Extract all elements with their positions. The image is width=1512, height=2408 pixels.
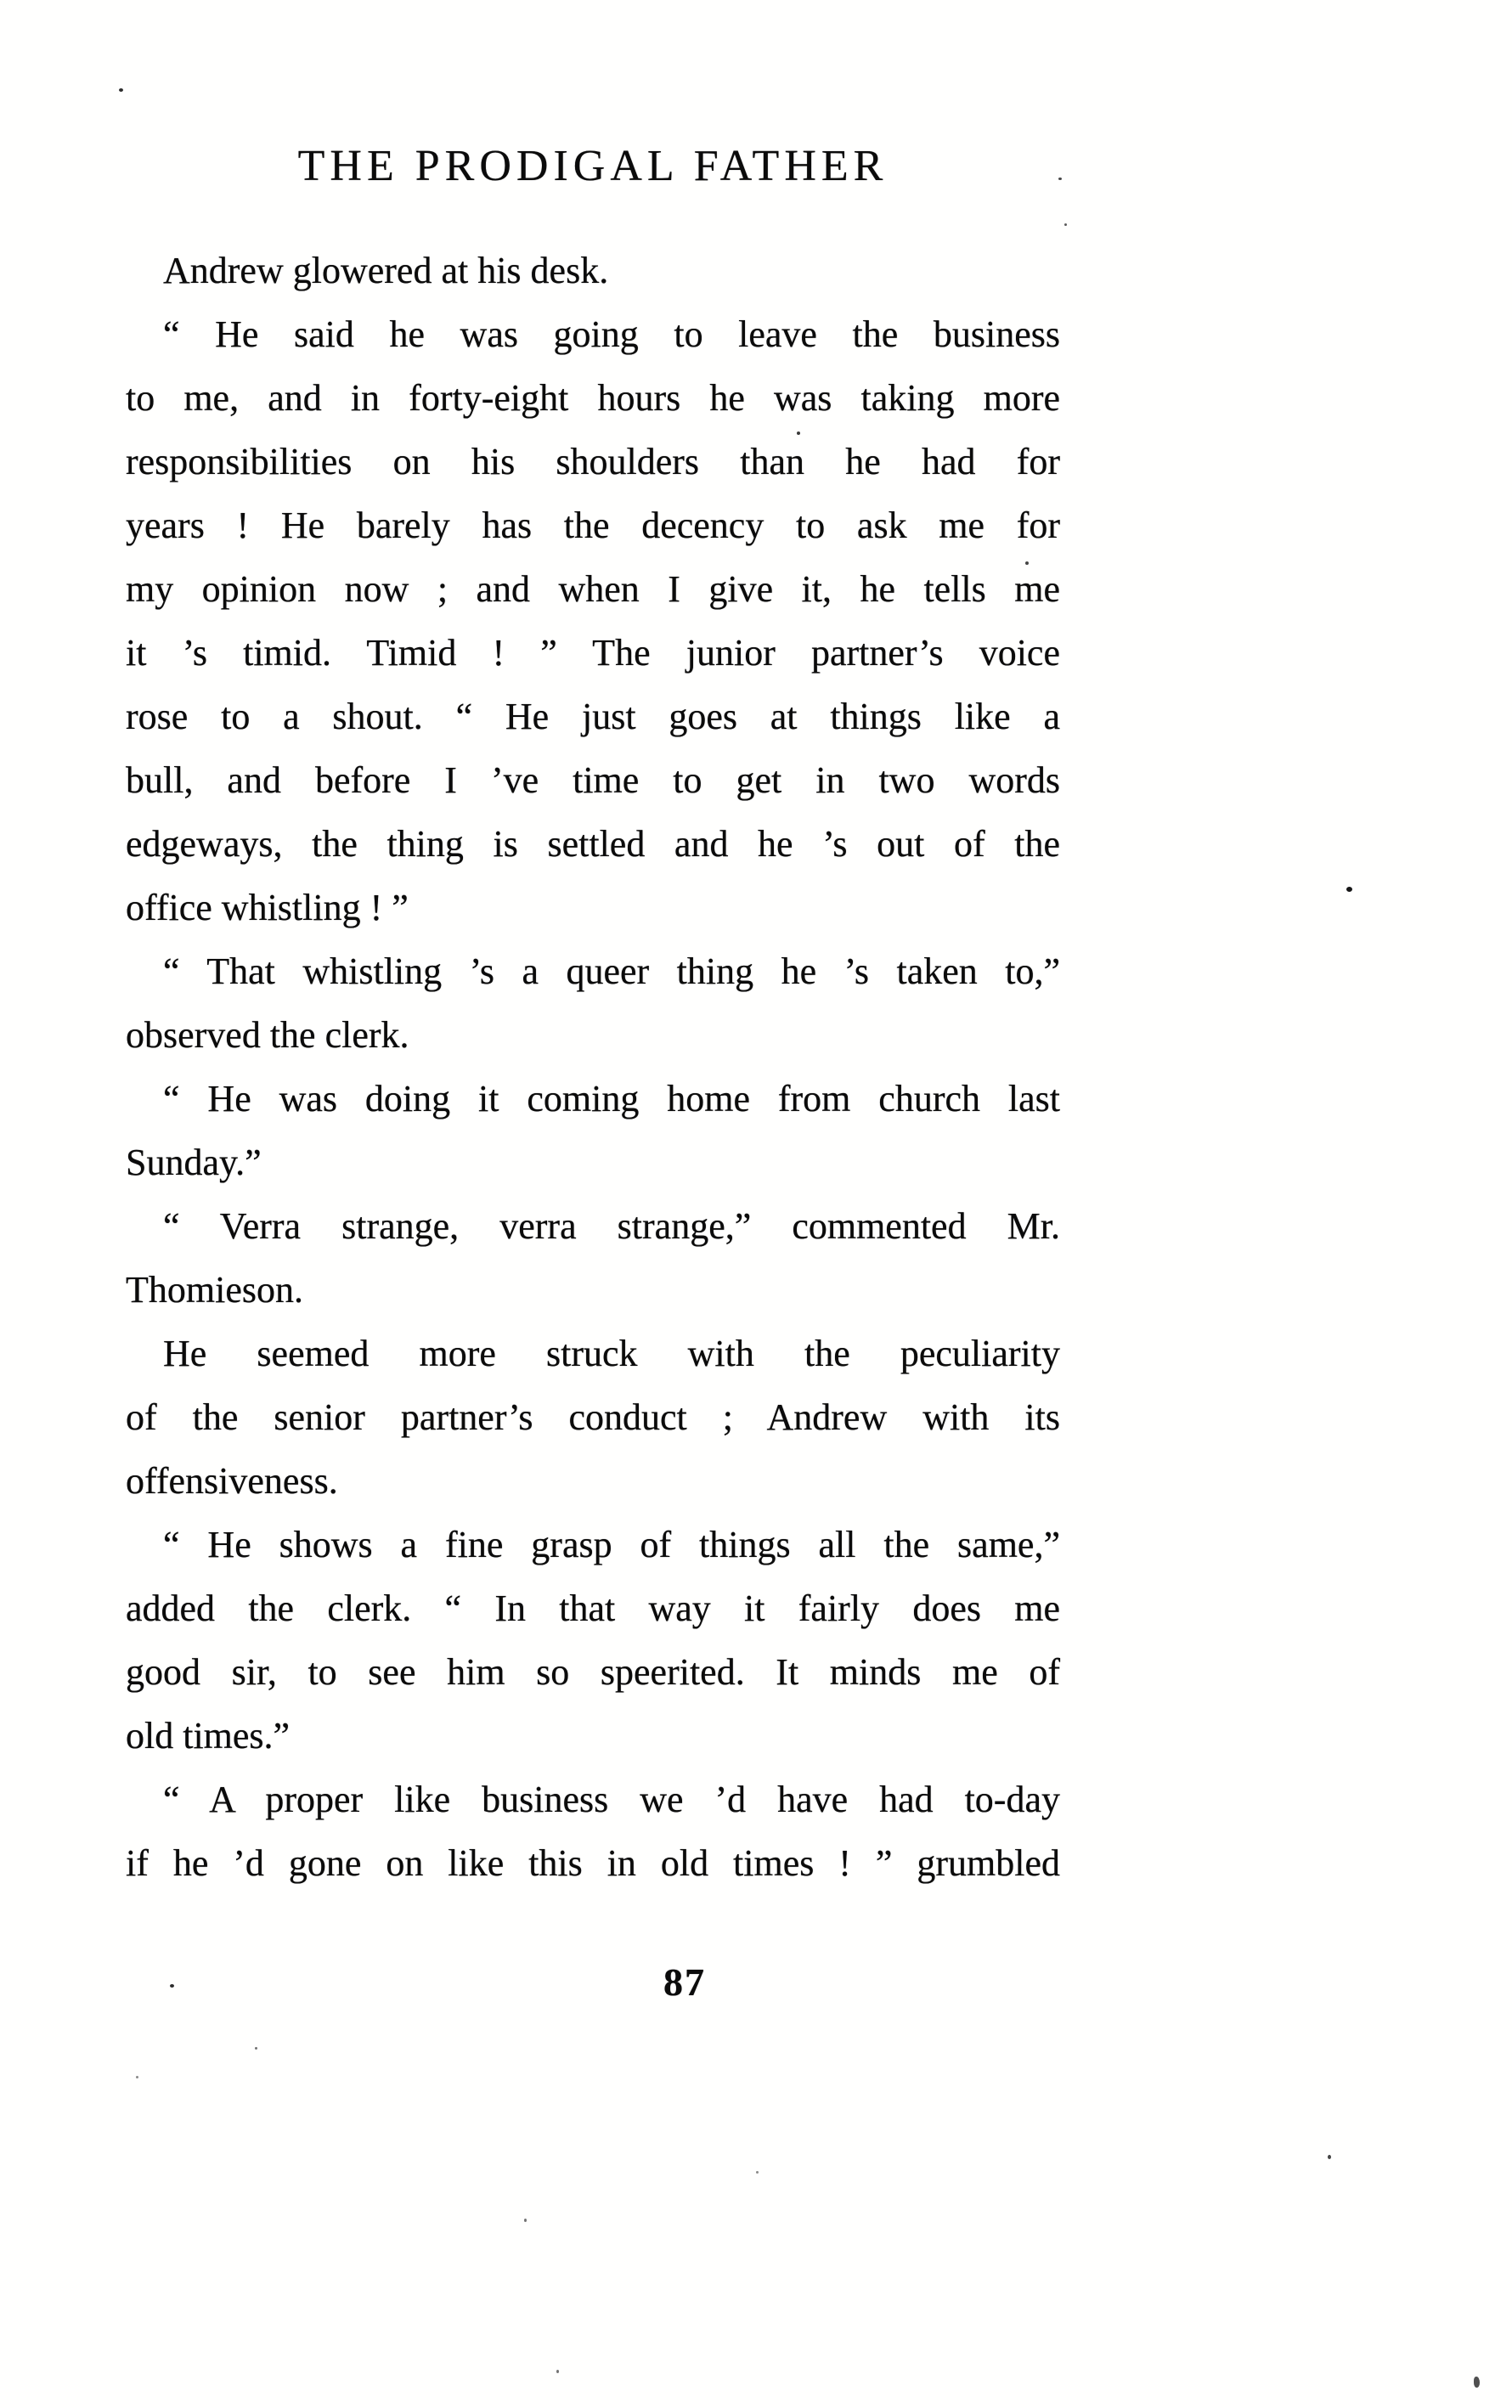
- text-line: “ He was doing it coming home from church last: [163, 1078, 1060, 1119]
- text-line: bull, and before I ’ve time to get in two words: [126, 759, 1060, 801]
- scan-speck: [756, 2171, 759, 2174]
- text-line: rose to a shout. “ He just goes at things like a: [126, 696, 1060, 737]
- text-line: office whistling ! ”: [126, 887, 409, 928]
- text-line: my opinion now ; and when I give it, he tells me: [126, 568, 1060, 610]
- text-line: added the clerk. “ In that way it fairly does me: [126, 1587, 1060, 1629]
- scan-speck: [556, 2370, 559, 2373]
- paragraph: [126, 1768, 1060, 1895]
- paragraph: [126, 1513, 1060, 1768]
- paragraph: [126, 239, 1060, 302]
- text-line: years ! He barely has the decency to ask me for: [126, 505, 1060, 546]
- text-line: “ Verra strange, verra strange,” commented Mr.: [163, 1205, 1060, 1247]
- paragraph: [126, 1194, 1060, 1322]
- scan-speck: [797, 431, 800, 435]
- paragraph: [126, 302, 1060, 939]
- paragraph: [126, 1322, 1060, 1513]
- scan-speck: [1474, 2377, 1480, 2388]
- text-line: observed the clerk.: [126, 1014, 409, 1056]
- scan-speck: [524, 2219, 527, 2222]
- text-line: Andrew glowered at his desk.: [163, 250, 609, 291]
- scan-speck: [119, 88, 123, 92]
- scan-speck: [1025, 561, 1029, 565]
- text-line: He seemed more struck with the peculiarity: [163, 1333, 1060, 1374]
- scan-speck: [1328, 2155, 1331, 2159]
- text-line: old times.”: [126, 1715, 291, 1757]
- text-line: of the senior partner’s conduct ; Andrew with its: [126, 1396, 1060, 1438]
- text-line: “ He shows a fine grasp of things all the same,”: [163, 1524, 1060, 1565]
- text-line: edgeways, the thing is settled and he ’s out of the: [126, 823, 1060, 865]
- text-line: “ He said he was going to leave the business: [163, 313, 1060, 355]
- text-line: good sir, to see him so speerited. It minds me of: [126, 1651, 1060, 1693]
- scan-speck: [136, 2076, 138, 2078]
- text-line: offensiveness.: [126, 1460, 338, 1502]
- paragraph: [126, 939, 1060, 1067]
- text-line: responsibilities on his shoulders than he had for: [126, 441, 1060, 482]
- scan-speck: [255, 2047, 257, 2050]
- page-header-title: THE PRODIGAL FATHER: [297, 142, 889, 190]
- scan-speck: [170, 1984, 174, 1988]
- text-line: Thomieson.: [126, 1269, 303, 1311]
- text-line: Sunday.”: [126, 1142, 262, 1183]
- page-number: 87: [663, 1960, 706, 2004]
- text-line: “ That whistling ’s a queer thing he ’s taken to,”: [163, 950, 1060, 992]
- scan-speck: [1064, 223, 1067, 226]
- scan-speck: [1058, 178, 1062, 180]
- text-line: to me, and in forty-eight hours he was taking more: [126, 377, 1060, 419]
- text-line: it ’s timid. Timid ! ” The junior partner’s voice: [126, 632, 1060, 674]
- paragraph: [126, 1067, 1060, 1194]
- page-body: [126, 239, 1060, 1895]
- text-line: if he ’d gone on like this in old times ! ” grumbled: [126, 1842, 1060, 1884]
- text-line: “ A proper like business we ’d have had to-day: [163, 1779, 1060, 1820]
- scan-speck: [1346, 887, 1352, 892]
